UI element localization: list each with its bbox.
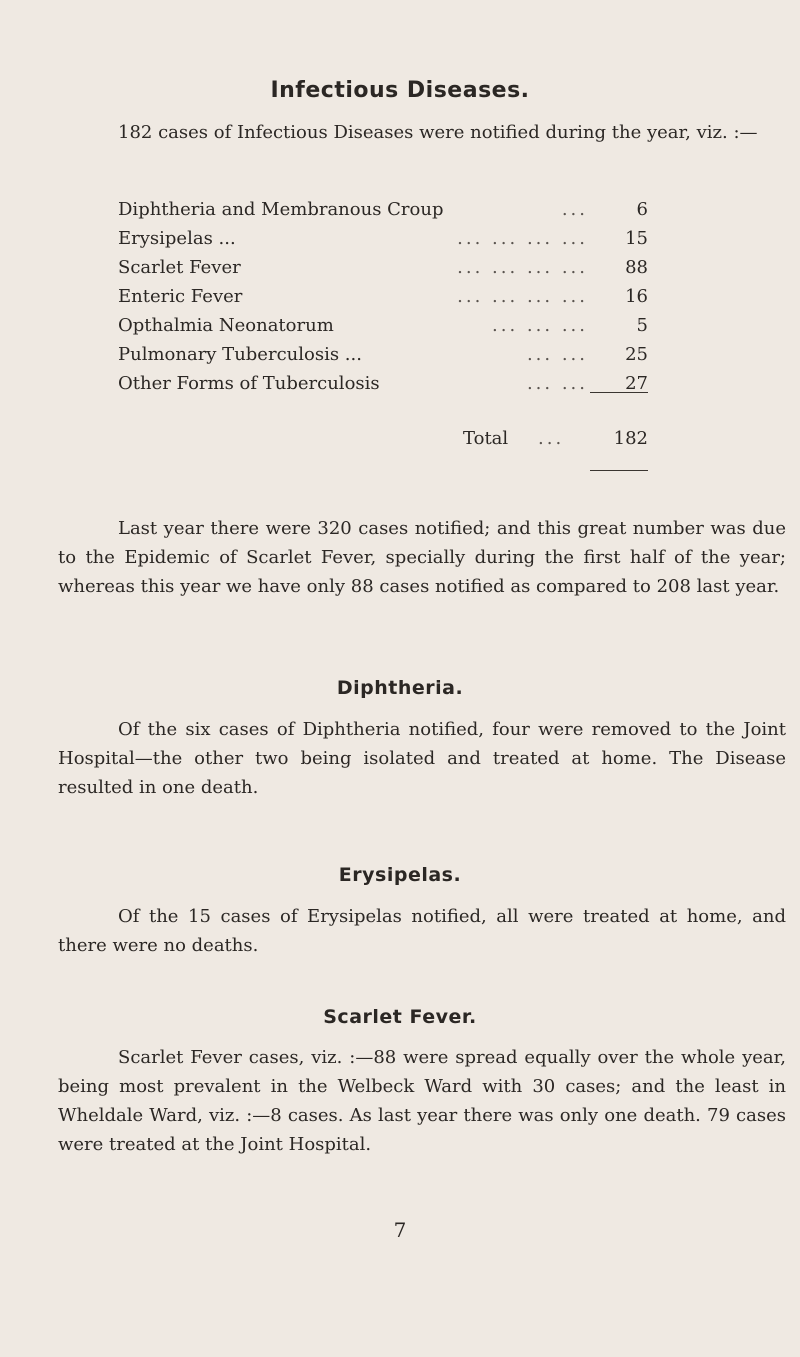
cases-table	[118, 195, 648, 398]
table-row	[118, 253, 648, 282]
page-number: 7	[393, 1218, 407, 1242]
disease-name: Diphtheria and Membranous Croup	[118, 199, 444, 220]
case-count: 15	[625, 228, 648, 249]
disease-name: Scarlet Fever	[118, 257, 241, 278]
table-row	[118, 369, 648, 398]
erysipelas-text: Of the 15 cases of Erysipelas notified, all were treated at home, and there were no deaths.	[58, 906, 786, 956]
table-row	[118, 282, 648, 311]
leader-dots: ... ... ...	[492, 315, 588, 336]
case-count: 5	[636, 315, 648, 336]
leader-dots: ... ...	[526, 373, 588, 394]
erysipelas-paragraph	[58, 902, 786, 960]
intro-paragraph	[58, 118, 786, 147]
case-count: 16	[625, 286, 648, 307]
disease-name: Opthalmia Neonatorum	[118, 315, 334, 336]
last-year-paragraph	[58, 514, 786, 601]
section-heading-scarlet-fever: Scarlet Fever.	[323, 1006, 477, 1028]
case-count: 6	[636, 199, 648, 220]
section-heading-erysipelas: Erysipelas.	[338, 864, 462, 886]
page-title: Infectious Diseases.	[270, 78, 530, 103]
last-year-text: Last year there were 320 cases notified; and this great number was due to the Epidemic of Scarlet Fever, specially during the first half of the year; whereas this year we have only 88 cases notified as compared to 208 last year.	[58, 518, 786, 597]
leader-dots: ... ... ... ...	[457, 228, 588, 249]
table-row	[118, 224, 648, 253]
diphtheria-text: Of the six cases of Diphtheria notified, four were removed to the Joint Hospital—the other two being isolated and treated at home. The Disease resulted in one death.	[58, 719, 786, 798]
disease-name: Other Forms of Tuberculosis	[118, 373, 380, 394]
table-row	[118, 195, 648, 224]
disease-name: Enteric Fever	[118, 286, 243, 307]
leader-dots: ...	[561, 199, 588, 220]
total-label: Total	[463, 428, 509, 449]
intro-text: 182 cases of Infectious Diseases were notified during the year, viz. :—	[118, 122, 758, 143]
total-count: 182	[613, 428, 648, 449]
total-rule-top	[590, 392, 648, 393]
diphtheria-paragraph	[58, 715, 786, 802]
case-count: 25	[625, 344, 648, 365]
table-row	[118, 311, 648, 340]
scarlet-fever-paragraph	[58, 1043, 786, 1159]
scarlet-fever-text: Scarlet Fever cases, viz. :—88 were spread equally over the whole year, being most prevalent in the Welbeck Ward with 30 cases; and the least in Wheldale Ward, viz. :—8 cases. As last year there was only one death. 79 cases were treated at the Joint Hospital.	[58, 1047, 786, 1155]
case-count: 27	[625, 373, 648, 394]
leader-dots: ... ... ... ...	[457, 257, 588, 278]
table-row	[118, 340, 648, 369]
leader-dots: ... ...	[526, 344, 588, 365]
disease-name: Erysipelas ...	[118, 228, 236, 249]
total-rule-bottom	[590, 470, 648, 471]
total-row	[118, 424, 648, 453]
leader-dots: ...	[538, 428, 565, 449]
leader-dots: ... ... ... ...	[457, 286, 588, 307]
section-heading-diphtheria: Diphtheria.	[336, 677, 464, 699]
disease-name: Pulmonary Tuberculosis ...	[118, 344, 362, 365]
case-count: 88	[625, 257, 648, 278]
